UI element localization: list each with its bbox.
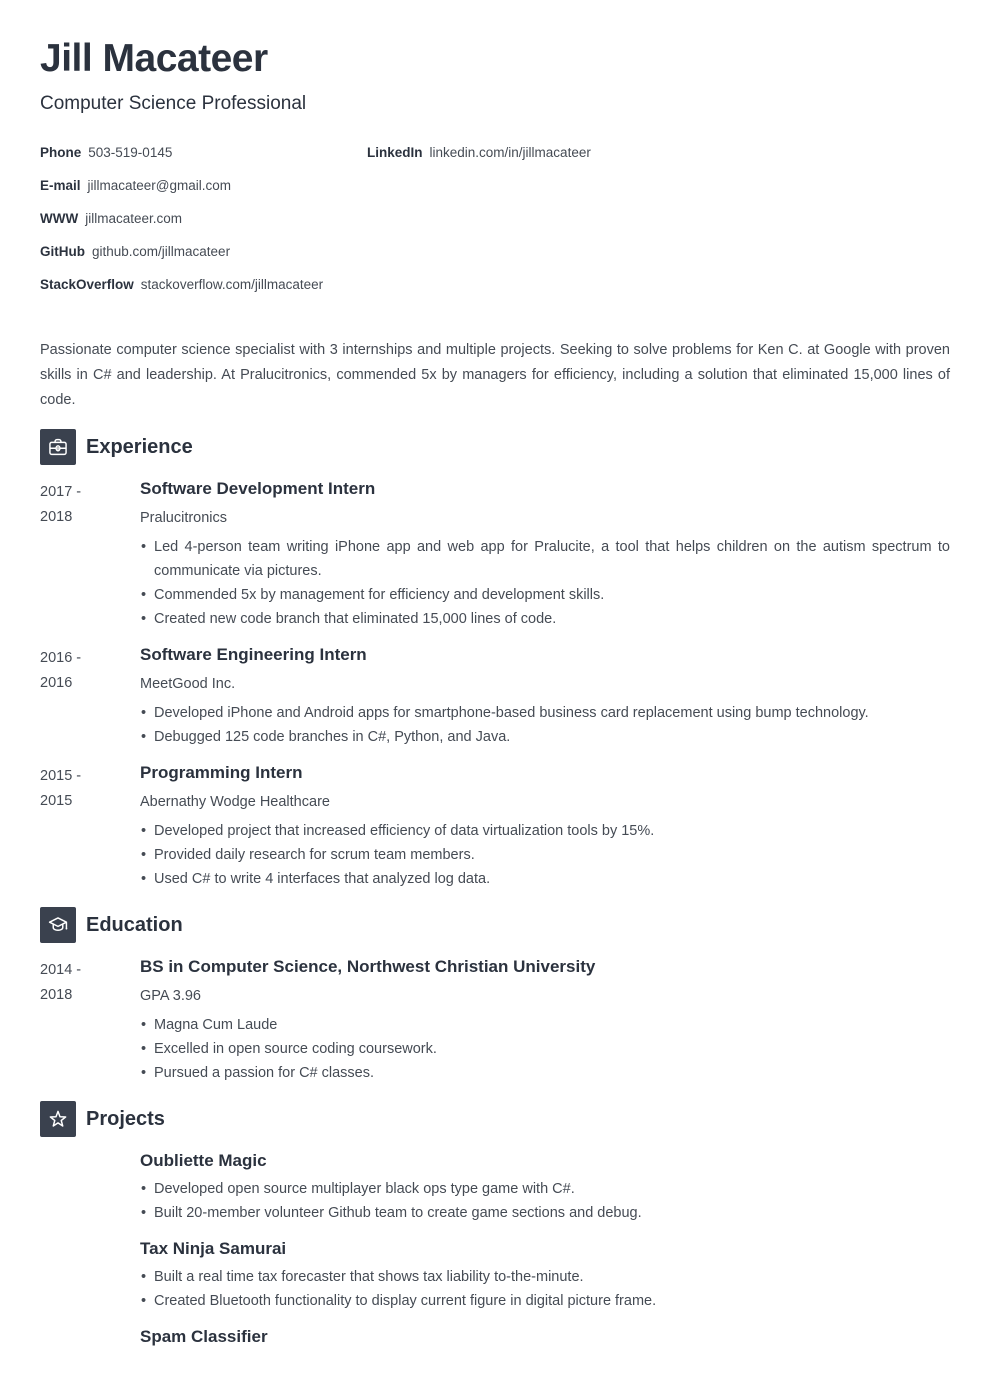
bullet-item: • Built a real time tax forecaster that shows tax liability to-the-minute. — [140, 1265, 950, 1289]
contact-email-label: E-mail — [40, 178, 81, 194]
contact-stackoverflow-label: StackOverflow — [40, 277, 134, 293]
section-header-experience — [40, 429, 950, 465]
contact-stackoverflow-value: stackoverflow.com/jillmacateer — [140, 277, 324, 293]
project-entry — [40, 1327, 950, 1346]
briefcase-icon — [40, 429, 76, 465]
contact-www-value: jillmacateer.com — [85, 211, 183, 227]
contact-github-label: GitHub — [40, 244, 85, 260]
contact-linkedin-value: linkedin.com/in/jillmacateer — [429, 145, 591, 161]
contact-column-right — [367, 143, 591, 308]
contact-email-value: jillmacateer@gmail.com — [87, 178, 232, 194]
entry-bullets — [140, 535, 950, 631]
bullet-item: • Commended 5x by management for efficiency and development skills. — [140, 583, 950, 607]
entry-bullets — [140, 1177, 950, 1225]
contact-phone-value: 503-519-0145 — [88, 145, 173, 161]
entry-bullets — [140, 1013, 950, 1085]
entry-title: Software Engineering Intern — [140, 645, 367, 665]
bullet-item: • Developed open source multiplayer black ops type game with C#. — [140, 1177, 950, 1201]
contact-email — [40, 176, 367, 196]
entry-date-end: 2018 — [40, 509, 73, 526]
entry-dates — [40, 1151, 140, 1225]
entry-title: Programming Intern — [140, 763, 303, 783]
entry-dates — [40, 1327, 140, 1346]
contact-www — [40, 209, 367, 229]
entry-date-end: 2018 — [40, 987, 73, 1004]
entry-bullets — [140, 701, 950, 749]
bullet-item: • Led 4-person team writing iPhone app and web app for Pralucite, a tool that helps children on the autism spectrum to communicate via pictures. — [140, 535, 950, 583]
summary-paragraph: Passionate computer science specialist with 3 internships and multiple projects. Seeking to solve problems for Ken C. at Google with proven skills in C# and leadership. At Pralucitronics, commended 5x by managers for efficiency, including a solution that eliminated 15,000 lines of code. — [40, 342, 950, 409]
entry-subtitle: Pralucitronics — [140, 510, 228, 527]
entry-date-start: 2015 - — [40, 768, 82, 785]
contact-github-value: github.com/jillmacateer — [92, 244, 231, 260]
bullet-item: • Developed iPhone and Android apps for smartphone-based business card replacement using bump technology. — [140, 701, 950, 725]
contact-github — [40, 242, 367, 262]
entry-title: BS in Computer Science, Northwest Christian University — [140, 957, 596, 977]
entry-title: Spam Classifier — [140, 1327, 268, 1347]
section-title-education: Education — [86, 913, 183, 936]
entry-title: Tax Ninja Samurai — [140, 1239, 287, 1259]
entry-subtitle: Abernathy Wodge Healthcare — [140, 794, 330, 811]
entry-dates — [40, 479, 140, 631]
contact-stackoverflow — [40, 275, 367, 295]
section-header-projects — [40, 1101, 950, 1137]
entry-date-end: 2015 — [40, 793, 73, 810]
star-icon — [40, 1101, 76, 1137]
contact-phone — [40, 143, 367, 163]
bullet-item: • Created new code branch that eliminated 15,000 lines of code. — [140, 607, 950, 631]
resume-job-title: Computer Science Professional — [40, 93, 307, 115]
contact-www-label: WWW — [40, 211, 79, 227]
project-entry — [40, 1151, 950, 1225]
entry-dates — [40, 1239, 140, 1313]
bullet-item: • Magna Cum Laude — [140, 1013, 950, 1037]
resume-name: Jill Macateer — [40, 37, 268, 80]
section-title-projects: Projects — [86, 1107, 165, 1130]
section-header-education — [40, 907, 950, 943]
contact-phone-label: Phone — [40, 145, 82, 161]
contact-column-left — [40, 143, 367, 308]
entry-bullets — [140, 819, 950, 891]
entry-date-start: 2017 - — [40, 484, 82, 501]
bullet-item: • Developed project that increased efficiency of data virtualization tools by 15%. — [140, 819, 950, 843]
entry-title: Software Development Intern — [140, 479, 376, 499]
contact-block — [40, 143, 950, 308]
experience-entry — [40, 479, 950, 631]
contact-linkedin-label: LinkedIn — [367, 145, 423, 161]
graduation-cap-icon — [40, 907, 76, 943]
project-entry — [40, 1239, 950, 1313]
bullet-item: • Created Bluetooth functionality to display current figure in digital picture frame. — [140, 1289, 950, 1313]
contact-linkedin — [367, 143, 591, 163]
entry-subtitle: GPA 3.96 — [140, 988, 201, 1005]
bullet-item: • Debugged 125 code branches in C#, Python, and Java. — [140, 725, 950, 749]
bullet-item: • Pursued a passion for C# classes. — [140, 1061, 950, 1085]
entry-date-end: 2016 — [40, 675, 73, 692]
education-entry — [40, 957, 950, 1085]
bullet-item: • Provided daily research for scrum team members. — [140, 843, 950, 867]
bullet-item: • Excelled in open source coding coursework. — [140, 1037, 950, 1061]
section-title-experience: Experience — [86, 435, 193, 458]
entry-bullets — [140, 1265, 950, 1313]
entry-title: Oubliette Magic — [140, 1151, 267, 1171]
entry-dates — [40, 763, 140, 891]
entry-dates — [40, 957, 140, 1085]
bullet-item: • Used C# to write 4 interfaces that analyzed log data. — [140, 867, 950, 891]
experience-entry — [40, 763, 950, 891]
entry-dates — [40, 645, 140, 749]
entry-date-start: 2016 - — [40, 650, 82, 667]
bullet-item: • Built 20-member volunteer Github team to create game sections and debug. — [140, 1201, 950, 1225]
entry-subtitle: MeetGood Inc. — [140, 676, 236, 693]
entry-date-start: 2014 - — [40, 962, 82, 979]
experience-entry — [40, 645, 950, 749]
